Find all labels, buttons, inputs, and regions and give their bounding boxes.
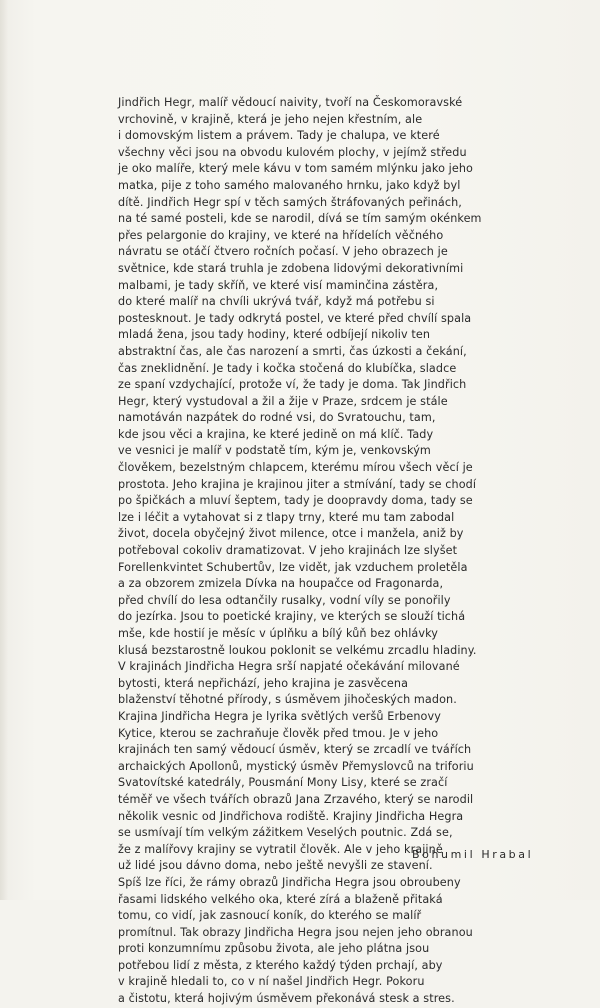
- text-line: lze i léčit a vytahovat si z tlapy trny, které mu tam zabodal: [118, 510, 455, 524]
- text-line: všechny věci jsou na obvodu kulovém plochy, v jejímž středu: [118, 145, 467, 159]
- text-line: téměř ve všech tvářích obrazů Jana Zrzavého, který se narodil: [118, 792, 474, 806]
- text-line: abstraktní čas, ale čas narození a smrti, čas úzkosti a čekání,: [118, 344, 467, 358]
- text-line: Krajina Jindřicha Hegra je lyrika světlých veršů Erbenovy: [118, 709, 441, 723]
- text-line: návratu se otáčí čtvero ročních počasí. V jeho obrazech je: [118, 245, 448, 259]
- text-line: malbami, je tady skříň, ve které visí maminčina zástěra,: [118, 278, 439, 292]
- text-line: do které malíř na chvíli ukrývá tvář, když má potřebu si: [118, 295, 435, 309]
- text-line: potřebou lidí z města, z kterého každý týden prchají, aby: [118, 958, 443, 972]
- text-line: matka, pije z toho samého malovaného hrnku, jako když byl: [118, 178, 461, 192]
- text-line: ze spaní vzdychající, protože ví, že tady je doma. Tak Jindřich: [118, 378, 467, 392]
- text-line: bytosti, která nepřichází, jeho krajina je zasvěcena: [118, 676, 409, 690]
- text-line: v krajině hledali to, co v ní našel Jindřich Hegr. Pokoru: [118, 975, 425, 989]
- text-line: Jindřich Hegr, malíř vědoucí naivity, tvoří na Českomoravské: [118, 96, 463, 109]
- text-line: je oko malíře, který mele kávu v tom samém mlýnku jako jeho: [118, 162, 473, 176]
- text-line: Spíš lze říci, že rámy obrazů Jindřicha Hegra jsou obroubeny: [118, 875, 461, 889]
- text-line: Hegr, který vystudoval a žil a žije v Praze, srdcem je stále: [118, 394, 448, 408]
- text-line: Forellenkvintet Schubertův, lze vidět, jak vzduchem proletěla: [118, 560, 468, 574]
- text-line: člověkem, bezelstným chlapcem, kterému mírou všech věcí je: [118, 461, 473, 475]
- text-line: Kytice, kterou se zachraňuje člověk před tmou. Je v jeho: [118, 726, 439, 740]
- text-line: archaických Apollonů, mystický úsměv Přemyslovců na triforiu: [118, 759, 474, 773]
- text-line: potřeboval cokoliv dramatizovat. V jeho krajinách lze slyšet: [118, 544, 458, 558]
- text-line: a za obzorem zmizela Dívka na houpačce od Fragonarda,: [118, 577, 444, 591]
- text-line: krajinách ten samý vědoucí úsměv, který se zrcadlí ve tvářích: [118, 743, 472, 757]
- text-line: na té samé posteli, kde se narodil, dívá se tím samým okénkem: [118, 212, 482, 226]
- text-line: vrchovině, v krajině, která je jeho nejen křestním, ale: [118, 112, 423, 126]
- text-line: přes pelargonie do krajiny, ve které na hřídelích věčného: [118, 228, 444, 242]
- text-line: do jezírka. Jsou to poetické krajiny, ve kterých se slouží tichá: [118, 610, 466, 624]
- text-line: život, docela obyčejný život milence, otce i manžela, aniž by: [118, 527, 464, 541]
- page-binding-shadow: [0, 0, 8, 900]
- essay-text-block: [118, 95, 528, 1008]
- text-line: proti konzumnímu způsobu života, ale jeho plátna jsou: [118, 942, 430, 956]
- text-line: několik vesnic od Jindřichova rodiště. Krajiny Jindřicha Hegra: [118, 809, 464, 823]
- text-line: už lidé jsou dávno doma, nebo ještě nevyšli ze stavení.: [118, 859, 433, 873]
- text-line: namotáván nazpátek do rodné vsi, do Svratouchu, tam,: [118, 411, 436, 425]
- text-line: prostota. Jeho krajina je krajinou jiter a stmívání, tady se chodí: [118, 477, 477, 491]
- text-line: čas zneklidnění. Je tady i kočka stočená do klubíčka, sladce: [118, 361, 457, 375]
- text-line: se usmívají tím velkým zážitkem Veselých poutnic. Zdá se,: [118, 826, 453, 840]
- text-line: promítnul. Tak obrazy Jindřicha Hegra jsou nejen jeho obranou: [118, 925, 473, 939]
- text-line: před chvílí do lesa odtančily rusalky, vodní víly se ponořily: [118, 593, 451, 607]
- text-line: V krajinách Jindřicha Hegra srší napjaté očekávání milované: [118, 660, 460, 674]
- text-line: klusá bezstarostně loukou poklonit se velkému zrcadlu hladiny.: [118, 643, 477, 657]
- text-line: dítě. Jindřich Hegr spí v těch samých štráfovaných peřinách,: [118, 195, 462, 209]
- text-line: blaženství těhotné přírody, s úsměvem jihočeských madon.: [118, 693, 457, 707]
- author-signature: Bohumil Hrabal: [412, 848, 534, 861]
- text-line: řasami lidského velkého oka, které zírá a blaženě přitaká: [118, 892, 443, 906]
- text-line: a čistotu, která hojivým úsměvem překonává stesk a stres.: [118, 992, 455, 1006]
- text-line: postesknout. Je tady odkrytá postel, ve které před chvílí spala: [118, 311, 472, 325]
- text-line: kde jsou věci a krajina, ke které jedině on má klíč. Tady: [118, 427, 434, 441]
- text-line: Svatovítské katedrály, Pousmání Mony Lisy, které se zračí: [118, 776, 448, 790]
- text-line: tomu, co vidí, jak zasnoucí koník, do kterého se malíř: [118, 909, 422, 923]
- text-line: mladá žena, jsou tady hodiny, které odbíjejí nikoliv ten: [118, 328, 431, 342]
- text-line: po špičkách a mluví šeptem, tady je doopravdy doma, tady se: [118, 494, 473, 508]
- text-line: i domovským listem a právem. Tady je chalupa, ve které: [118, 129, 440, 143]
- text-line: mše, kde hostií je měsíc v úplňku a bílý kůň bez ohlávky: [118, 627, 438, 640]
- text-line: světnice, kde stará truhla je zdobena lidovými dekorativními: [118, 261, 464, 275]
- text-line: ve vesnici je malíř v podstatě tím, kým je, venkovským: [118, 444, 431, 458]
- text-line: že z malířovy krajiny se vytratil člověk. Ale v jeho krajině: [118, 842, 443, 856]
